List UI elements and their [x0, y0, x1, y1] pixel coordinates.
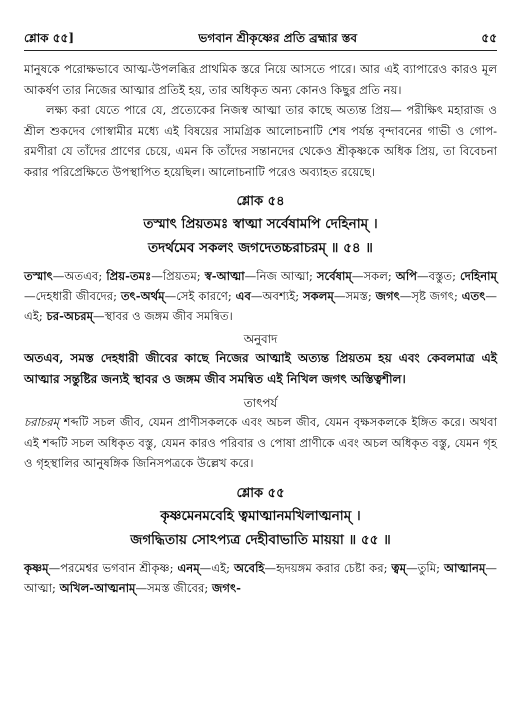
synonym-entry: [60, 581, 212, 595]
synonym-entry: [317, 269, 396, 283]
verse-55-line-1: কৃষ্ণমেনমবেহি ত্বমাত্মানমখিলাত্মনাম্ ।: [160, 507, 361, 524]
synonym-term: স্ব-আত্মা: [204, 269, 245, 283]
synonym-term: দেহিনাম্: [460, 269, 497, 283]
synonym-entry: [177, 561, 233, 575]
synonym-entry: [121, 289, 236, 303]
synonym-entry: [396, 269, 460, 283]
synonym-meaning: —হৃদয়ঙ্গম করার চেষ্টা কর;: [264, 560, 392, 575]
verse-54-heading: শ্লোক ৫৪: [236, 194, 285, 209]
synonym-meaning: —প্রিয়তম;: [151, 269, 205, 283]
synonym-term: সকলম্: [302, 289, 334, 303]
synonym-meaning: —পরমেশ্বর ভগবান শ্রীকৃষ্ণ;: [48, 560, 178, 575]
synonym-meaning: —নিজ আত্মা;: [244, 269, 317, 283]
verse-54-synonyms: [24, 266, 497, 326]
synonym-term: সর্বেষাম্: [316, 269, 352, 283]
purport-lead-term: চরাচরম্: [24, 415, 60, 429]
synonym-term: কৃষ্ণম্: [24, 560, 49, 575]
synonym-meaning: —স্থাবর ও জঙ্গম জীব সমন্বিত।: [93, 309, 233, 323]
synonym-term: অবেহি: [233, 560, 265, 575]
synonym-term: তৎ-অর্থম্: [120, 289, 165, 303]
synonym-term: জগৎ-: [211, 580, 241, 595]
intro-text: [24, 59, 497, 182]
purport-body: শব্দটি সচল জীব, যেমন প্রাণীসকলকে এবং অচল জীব, যেমন বৃক্ষসকলকে ইঙ্গিত করে। অথবা এই শব্দটি সচল অধিকৃত বস্তু, যেমন কারও পরিবার ও পোষা প্রাণীকে এবং অচল অধিকৃত বস্তু, যেমন গৃহ ও গৃহস্থালির আনুষঙ্গিক জিনিসপত্রকে উল্লেখ করে।: [24, 415, 497, 470]
synonym-entry: [212, 581, 241, 595]
verse-54-line-1: তস্মাৎ প্রিয়তমঃ স্বাত্মা সর্বেষামপি দেহিনাম্ ।: [143, 216, 378, 232]
verse-55-heading: শ্লোক ৫৫: [236, 485, 285, 501]
synonym-entry: [376, 289, 462, 303]
synonym-term: জগৎ: [375, 289, 400, 303]
intro-paragraph: লক্ষ্য করা যেতে পারে যে, প্রত্যেকের নিজস্ব আত্মা তার কাছে অত্যন্ত প্রিয়— পরীক্ষিৎ মহারাজ ও শ্রীল শুকদেব গোস্বামীর মধ্যে এই বিষয়ের সামগ্রিক আলোচনাটি শেষ পর্যন্ত বৃন্দাবনের গাভী ও গোপ-রমণীরা যে তাঁদের প্রাণের চেয়ে, এমন কি তাঁদের সন্তানদের থেকেও শ্রীকৃষ্ণকে অধিক প্রিয়, তা বিবেচনা করার পরিপ্রেক্ষিতে উপস্থাপিত হয়েছিল। আলোচনাটি পরেও অব্যাহত রয়েছে।: [24, 103, 497, 179]
page-number: ৫৫: [481, 31, 497, 45]
verse-55-synonyms: [24, 558, 497, 598]
verse-54-line-2: তদর্থমেব সকলং জগদেতচ্চরাচরম্ ॥ ৫৪ ॥: [148, 240, 373, 256]
synonym-term: এব: [235, 289, 251, 303]
synonym-term: অপি: [395, 269, 418, 283]
header-chapter-title: ভগবান শ্রীকৃষ্ণের প্রতি ব্রহ্মার স্তব: [198, 31, 358, 45]
synonym-meaning: —তুমি;: [406, 560, 444, 575]
synonym-meaning: —অতএব;: [52, 269, 107, 283]
synonym-entry: [46, 309, 232, 323]
synonym-entry: [236, 289, 303, 303]
synonym-meaning: —এই;: [24, 289, 498, 323]
synonym-entry: [205, 269, 317, 283]
synonym-meaning: —সেই কারণে;: [164, 289, 236, 303]
purport-title: তাৎপর্য: [243, 396, 278, 410]
synonym-entry: [303, 289, 376, 303]
synonym-term: অখিল-আত্মনাম্: [59, 580, 136, 595]
synonym-meaning: —দেহধারী জীবদের;: [24, 289, 121, 303]
synonym-term: এতৎ: [461, 289, 486, 303]
synonym-entry: [24, 269, 106, 283]
running-header: [24, 0, 497, 51]
synonym-meaning: —বস্তুত;: [417, 269, 461, 283]
synonym-meaning: —এই;: [199, 560, 234, 575]
synonym-meaning: —সৃষ্ট জগৎ;: [399, 289, 462, 303]
verse-55-line-2: জগদ্ধিতায় সোঽপ্যত্র দেহীবাভাতি মায়য়া ॥ ৫৫ ॥: [130, 531, 391, 548]
synonym-meaning: —অবশ্যই;: [250, 289, 303, 303]
synonym-term: চর-অচরম্: [46, 309, 94, 323]
synonym-entry: [106, 269, 204, 283]
synonym-term: ত্বম্: [391, 560, 407, 575]
header-verse-ref: শ্লোক ৫৫]: [24, 31, 75, 45]
synonym-term: প্রিয়-তমঃ: [106, 269, 152, 283]
synonym-entry: [391, 561, 444, 575]
synonym-term: এনম্: [177, 560, 200, 575]
synonym-term: তস্মাৎ: [24, 269, 53, 283]
synonym-meaning: —সমস্ত জীবের;: [135, 580, 212, 595]
purport-text: [24, 412, 497, 474]
synonym-term: আত্মানম্: [443, 560, 486, 575]
synonym-meaning: —সকল;: [351, 269, 396, 283]
translation-text: অতএব, সমস্ত দেহধারী জীবের কাছে নিজের আত্মাই অত্যন্ত প্রিয়তম হয় এবং কেবলমাত্র এই আত্মার সন্তুষ্টির জন্যই স্থাবর ও জঙ্গম জীব সমন্বিত এই নিখিল জগৎ অস্তিত্বশীল।: [24, 351, 497, 386]
synonym-entry: [24, 561, 177, 575]
synonym-meaning: —সমস্ত;: [333, 289, 376, 303]
synonym-meaning: —আত্মা;: [24, 560, 497, 595]
translation-title: অনুবাদ: [243, 332, 278, 346]
synonym-entry: [234, 561, 391, 575]
intro-paragraph: মানুষকে পরোক্ষভাবে আত্ম-উপলব্ধির প্রাথমিক স্তরে নিয়ে আসতে পারে। আর এই ব্যাপারেও কারও মূল আকর্ষণ তার নিজের আত্মার প্রতিই হয়, তার অধিকৃত অন্য কোনও কিছুর প্রতি নয়।: [24, 62, 497, 97]
